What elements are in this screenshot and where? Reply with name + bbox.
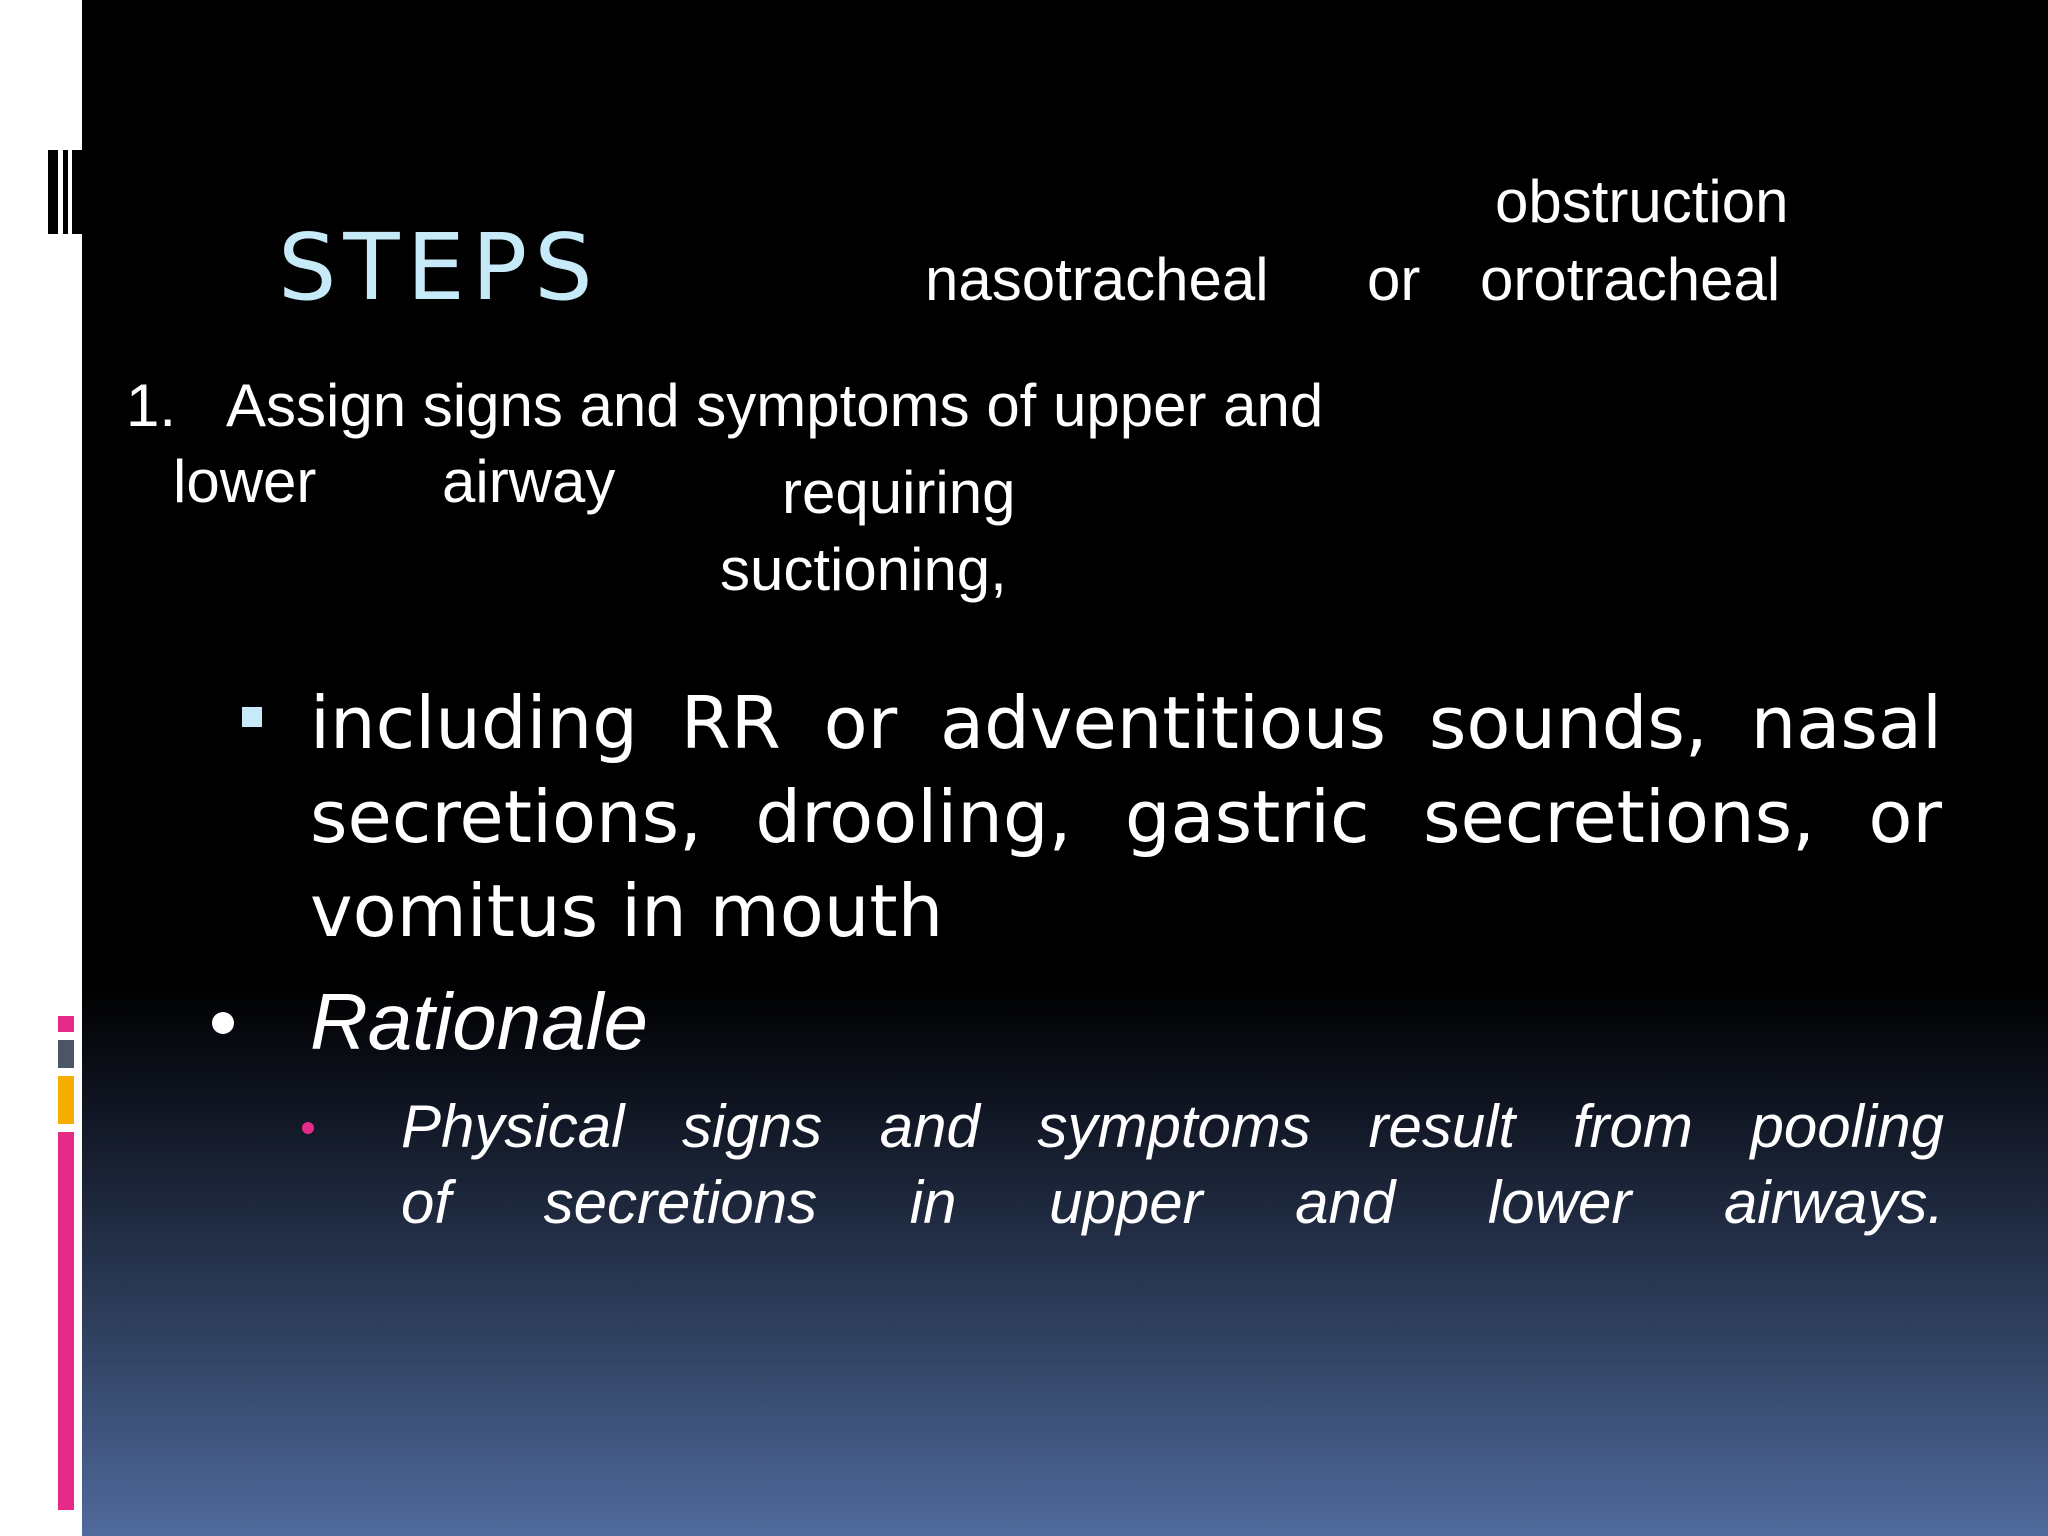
white-cut-line-middle: [68, 150, 72, 234]
rationale-label: Rationale: [310, 977, 649, 1066]
bullet-line-1: including RR or adventitious sounds, nasal: [310, 681, 1942, 765]
rationale-line-2: of secretions in upper and lower airways.: [401, 1169, 1944, 1236]
gray-accent-bar: [58, 1040, 74, 1068]
requiring-fragment: requiring: [782, 459, 1016, 526]
suctioning-fragment: suctioning,: [720, 536, 1007, 603]
bullet-line-3: vomitus in mouth: [310, 869, 944, 953]
pink-accent-bar-tall: [58, 1132, 74, 1510]
or-fragment: or: [1367, 246, 1421, 313]
left-decoration-strip: [0, 0, 82, 1536]
step-number: 1.: [126, 372, 177, 439]
bullet-line-2: secretions, drooling, gastric secretions, or: [310, 775, 1942, 859]
orange-accent-bar: [58, 1076, 74, 1124]
lower-fragment: lower: [173, 448, 317, 515]
square-bullet-icon: [242, 707, 262, 727]
rationale-line-1: Physical signs and symptoms result from pooling: [401, 1093, 1944, 1160]
pink-accent-bar-small: [58, 1016, 74, 1032]
black-accent-bar-top: [48, 150, 82, 234]
step-one-text: Assign signs and symptoms of upper and: [226, 372, 1324, 439]
orotracheal-fragment: orotracheal: [1480, 246, 1781, 313]
airway-fragment: airway: [442, 448, 616, 515]
round-bullet-icon: [212, 1012, 234, 1034]
obstruction-fragment: obstruction: [1495, 168, 1789, 235]
white-cut-line-top: [58, 150, 63, 234]
pink-bullet-icon: [302, 1122, 314, 1134]
nasotracheal-fragment: nasotracheal: [925, 246, 1269, 313]
slide-title: STEPS: [278, 214, 600, 321]
